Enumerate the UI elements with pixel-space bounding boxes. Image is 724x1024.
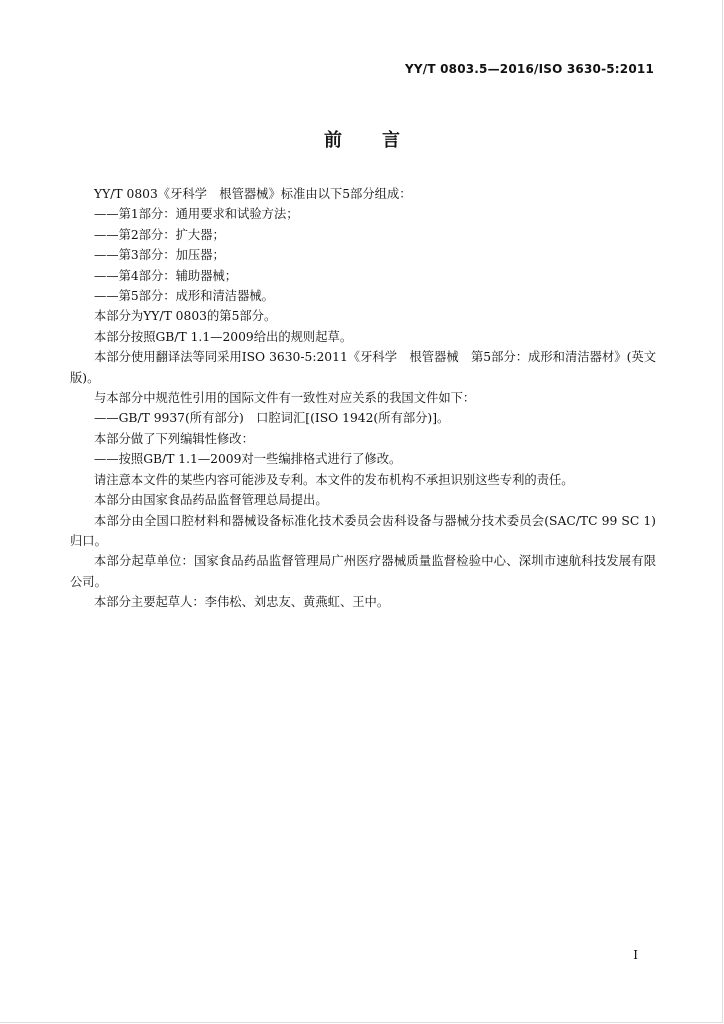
list-item-part-4: ——第4部分：辅助器械；	[94, 268, 238, 283]
paragraph-technical-committee: 本部分由全国口腔材料和器械设备标准化技术委员会齿科设备与器械分技术委员会(SAC/TC 99 SC 1)归口。	[70, 513, 656, 548]
foreword-body	[70, 184, 656, 613]
list-item-editorial-change: ——按照GB/T 1.1—2009对一些编排格式进行了修改。	[94, 452, 402, 467]
list-item-part-1: ——第1部分：通用要求和试验方法；	[94, 207, 299, 222]
paragraph-patent-notice: 请注意本文件的某些内容可能涉及专利。本文件的发布机构不承担识别这些专利的责任。	[94, 472, 574, 487]
paragraph-proposed-by: 本部分由国家食品药品监督管理总局提出。	[94, 493, 328, 508]
list-item-part-3: ——第3部分：加压器；	[94, 248, 225, 263]
paragraph-drafters: 本部分主要起草人：李伟松、刘忠友、黄燕虹、王中。	[94, 595, 390, 610]
paragraph-editorial-changes-intro: 本部分做了下列编辑性修改：	[94, 431, 254, 446]
standard-number-header: YY/T 0803.5—2016/ISO 3630-5:2011	[404, 62, 654, 76]
list-item-part-2: ——第2部分：扩大器；	[94, 227, 225, 242]
paragraph-this-part: 本部分为YY/T 0803的第5部分。	[94, 309, 277, 324]
paragraph-normative-refs-intro: 与本部分中规范性引用的国际文件有一致性对应关系的我国文件如下：	[94, 391, 476, 406]
paragraph-parts-intro: YY/T 0803《牙科学 根管器械》标准由以下5部分组成：	[94, 187, 412, 201]
paragraph-drafting-units: 本部分起草单位：国家食品药品监督管理局广州医疗器械质量监督检验中心、深圳市速航科技发展有限公司。	[70, 554, 656, 589]
paragraph-drafting-rules: 本部分按照GB/T 1.1—2009给出的规则起草。	[94, 329, 353, 344]
page-title: 前言	[324, 130, 440, 151]
list-item-part-5: ——第5部分：成形和清洁器械。	[94, 289, 274, 304]
list-item-gbt-9937: ——GB/T 9937(所有部分) 口腔词汇[(ISO 1942(所有部分)]。	[94, 411, 450, 426]
page-number: I	[633, 948, 638, 962]
paragraph-iso-adoption: 本部分使用翻译法等同采用ISO 3630-5:2011《牙科学 根管器械 第5部分：成形和清洁器材》(英文版)。	[70, 350, 656, 385]
